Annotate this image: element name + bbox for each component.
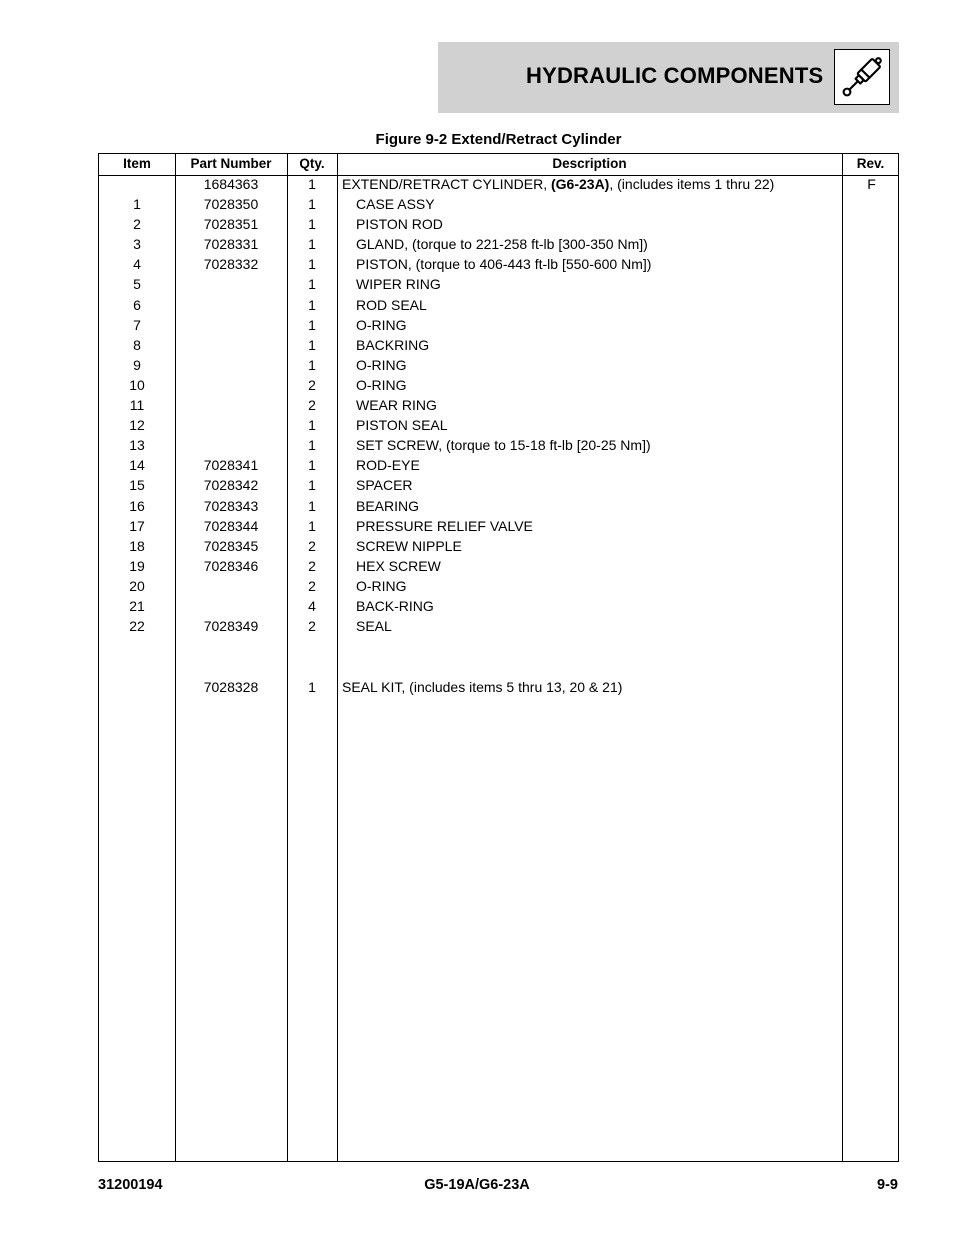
hydraulic-cylinder-icon — [834, 49, 890, 105]
table-row-main — [99, 174, 898, 194]
item-number: 17 — [129, 517, 145, 534]
part-number: 7028344 — [203, 517, 259, 534]
table-row — [99, 214, 898, 234]
table-row — [99, 415, 898, 435]
quantity: 1 — [308, 296, 316, 313]
description: WIPER RING — [356, 276, 441, 293]
part-number: 7028351 — [203, 216, 259, 233]
item-number: 9 — [133, 356, 141, 373]
model-code: (G6-23A) — [551, 176, 610, 192]
item-number: 15 — [129, 477, 145, 494]
description: O-RING — [356, 316, 407, 333]
item-number: 7 — [133, 316, 141, 333]
quantity: 1 — [308, 276, 316, 293]
parts-table — [98, 153, 899, 1162]
item-number: 13 — [129, 437, 145, 454]
table-row — [99, 596, 898, 616]
description: BACK-RING — [356, 598, 434, 614]
quantity: 1 — [308, 236, 316, 253]
table-row — [99, 315, 898, 335]
column-header-rev: Rev. — [856, 156, 885, 171]
description: PISTON, (torque to 406-443 ft-lb [550-600 Nm]) — [356, 256, 652, 273]
item-number: 22 — [129, 618, 145, 635]
item-number: 4 — [133, 256, 141, 273]
quantity: 2 — [308, 376, 316, 393]
item-number: 3 — [133, 236, 141, 253]
description-suffix: , (includes items 1 thru 22) — [609, 176, 775, 192]
part-number: 7028343 — [203, 497, 259, 514]
description: GLAND, (torque to 221-258 ft-lb [300-350 Nm]) — [356, 236, 648, 253]
part-number: 7028331 — [203, 236, 259, 253]
item-number: 8 — [133, 336, 141, 353]
table-row — [99, 516, 898, 536]
item-number: 14 — [129, 457, 145, 474]
table-row — [99, 496, 898, 516]
footer-page-number: 9-9 — [877, 1177, 898, 1193]
quantity: 2 — [308, 577, 316, 594]
quantity: 1 — [308, 417, 316, 434]
description: SET SCREW, (torque to 15-18 ft-lb [20-25 Nm]) — [356, 437, 651, 454]
quantity: 2 — [308, 397, 316, 413]
footer-model: G5-19A/G6-23A — [424, 1177, 530, 1193]
description: SCREW NIPPLE — [356, 537, 462, 554]
description: ROD-EYE — [356, 457, 420, 474]
table-row — [99, 576, 898, 596]
description: O-RING — [356, 577, 407, 594]
table-row — [99, 335, 898, 355]
description: PISTON ROD — [356, 216, 443, 233]
part-number: 1684363 — [203, 176, 259, 192]
quantity: 1 — [308, 477, 316, 494]
quantity: 1 — [308, 316, 316, 333]
footer-document-number: 31200194 — [98, 1177, 163, 1193]
description: HEX SCREW — [356, 557, 441, 574]
page-title: HYDRAULIC COMPONENTS — [526, 63, 824, 88]
column-header-part-number: Part Number — [190, 156, 272, 171]
item-number: 10 — [129, 376, 145, 393]
description: SPACER — [356, 477, 413, 494]
quantity: 4 — [308, 598, 316, 614]
description: BEARING — [356, 497, 420, 514]
table-row — [99, 295, 898, 315]
quantity: 1 — [308, 497, 316, 514]
table-row — [99, 536, 898, 556]
revision: F — [867, 176, 876, 192]
quantity: 1 — [308, 517, 316, 534]
item-number: 18 — [129, 537, 145, 554]
part-number: 7028341 — [203, 457, 259, 474]
column-header-qty: Qty. — [299, 156, 325, 171]
item-number: 19 — [129, 557, 145, 574]
column-header-item: Item — [123, 156, 151, 171]
table-row — [99, 194, 898, 214]
description: PISTON SEAL — [356, 417, 448, 434]
table-row — [99, 475, 898, 495]
item-number: 16 — [129, 497, 145, 514]
part-number: 7028349 — [203, 618, 259, 635]
table-row — [99, 375, 898, 395]
quantity: 1 — [308, 196, 316, 212]
quantity: 1 — [308, 679, 316, 695]
part-number: 7028332 — [203, 256, 259, 273]
item-number: 1 — [133, 196, 141, 212]
description: O-RING — [356, 356, 407, 373]
description: SEAL KIT, (includes items 5 thru 13, 20 & 21) — [342, 679, 623, 695]
quantity: 2 — [308, 537, 316, 554]
quantity: 2 — [308, 557, 316, 574]
description — [342, 174, 842, 194]
part-number: 7028345 — [203, 537, 259, 554]
quantity: 1 — [308, 216, 316, 233]
quantity: 1 — [308, 356, 316, 373]
item-number: 2 — [133, 216, 141, 233]
table-row — [99, 616, 898, 636]
item-number: 12 — [129, 417, 145, 434]
item-number: 21 — [129, 598, 145, 614]
quantity: 1 — [308, 437, 316, 454]
quantity: 1 — [308, 256, 316, 273]
part-number: 7028346 — [203, 557, 259, 574]
header-band — [438, 42, 899, 113]
description-prefix: EXTEND/RETRACT CYLINDER, — [342, 176, 551, 192]
table-row — [99, 455, 898, 475]
table-row — [99, 254, 898, 274]
item-number: 20 — [129, 577, 145, 594]
table-row — [99, 355, 898, 375]
quantity: 2 — [308, 618, 316, 635]
item-number: 6 — [133, 296, 141, 313]
table-row — [99, 395, 898, 415]
item-number: 11 — [129, 397, 145, 413]
part-number: 7028350 — [203, 196, 259, 212]
description: WEAR RING — [356, 397, 437, 413]
description: CASE ASSY — [356, 196, 435, 212]
column-header-description: Description — [552, 156, 627, 171]
description: ROD SEAL — [356, 296, 427, 313]
quantity: 1 — [308, 336, 316, 353]
table-row — [99, 435, 898, 455]
table-row — [99, 234, 898, 254]
description: SEAL — [356, 618, 392, 635]
item-number: 5 — [133, 276, 141, 293]
description: BACKRING — [356, 336, 430, 353]
description: PRESSURE RELIEF VALVE — [356, 517, 533, 534]
quantity: 1 — [308, 457, 316, 474]
table-row — [99, 274, 898, 294]
table-row-seal-kit — [99, 677, 898, 697]
figure-title: Figure 9-2 Extend/Retract Cylinder — [375, 131, 622, 148]
part-number: 7028342 — [203, 477, 259, 494]
quantity: 1 — [308, 176, 316, 192]
description: O-RING — [356, 376, 407, 393]
table-row — [99, 556, 898, 576]
part-number: 7028328 — [203, 679, 259, 695]
